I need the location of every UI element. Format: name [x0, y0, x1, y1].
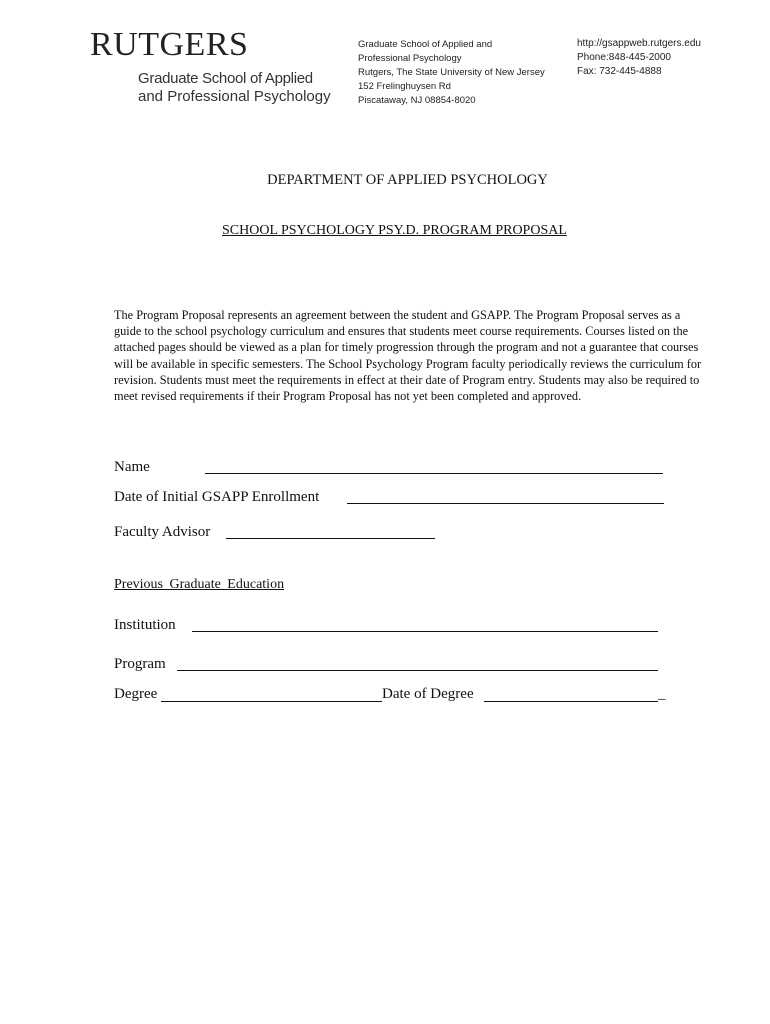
- intro-paragraph: [114, 307, 704, 404]
- address-line-4: 152 Frelinghuysen Rd: [358, 81, 451, 92]
- date-of-degree-label: Date of Degree: [382, 686, 474, 702]
- previous-education-heading: Previous Graduate Education: [114, 577, 285, 592]
- name-field[interactable]: [205, 473, 663, 474]
- logo-subtitle-line-2: and Professional Psychology: [138, 88, 331, 105]
- enrollment-date-field[interactable]: [347, 503, 664, 504]
- website-link[interactable]: http://gsappweb.rutgers.edu: [577, 38, 701, 49]
- faculty-advisor-field[interactable]: [226, 538, 435, 539]
- address-line-2: Professional Psychology: [358, 53, 462, 64]
- program-label: Program: [114, 656, 166, 672]
- trailing-underscore: _: [658, 686, 666, 702]
- department-heading: DEPARTMENT OF APPLIED PSYCHOLOGY: [267, 172, 548, 188]
- enrollment-date-label: Date of Initial GSAPP Enrollment: [114, 489, 320, 505]
- date-of-degree-field[interactable]: [484, 701, 658, 702]
- degree-label: Degree: [114, 686, 158, 702]
- faculty-advisor-label: Faculty Advisor: [114, 524, 211, 540]
- address-line-5: Piscataway, NJ 08854-8020: [358, 95, 476, 106]
- name-label: Name: [114, 459, 150, 475]
- logo-title: RUTGERS: [90, 26, 249, 63]
- institution-label: Institution: [114, 617, 176, 633]
- institution-field[interactable]: [192, 631, 658, 632]
- fax-number: Fax: 732-445-4888: [577, 66, 662, 77]
- address-line-1: Graduate School of Applied and: [358, 39, 493, 50]
- degree-field[interactable]: [161, 701, 382, 702]
- address-line-3: Rutgers, The State University of New Jersey: [358, 67, 545, 78]
- intro-text: The Program Proposal represents an agreement between the student and GSAPP. The Program Proposal serves as a guide to the school psychology curriculum and ensures that students meet course requirements. Courses listed on the attached pages should be viewed as a plan for timely progression through the program and not a guarantee that courses will be available in specific semesters. The School Psychology Program faculty periodically reviews the curriculum for revision. Students must meet the requirements in effect at their date of Program entry. Students may also be required to meet revised requirements if their Program Proposal has not yet been completed and approved.: [114, 308, 702, 404]
- proposal-title: SCHOOL PSYCHOLOGY PSY.D. PROGRAM PROPOSAL: [222, 223, 567, 238]
- logo-subtitle-line-1: Graduate School of Applied: [138, 70, 313, 87]
- phone-number: Phone:848-445-2000: [577, 52, 671, 63]
- program-field[interactable]: [177, 670, 658, 671]
